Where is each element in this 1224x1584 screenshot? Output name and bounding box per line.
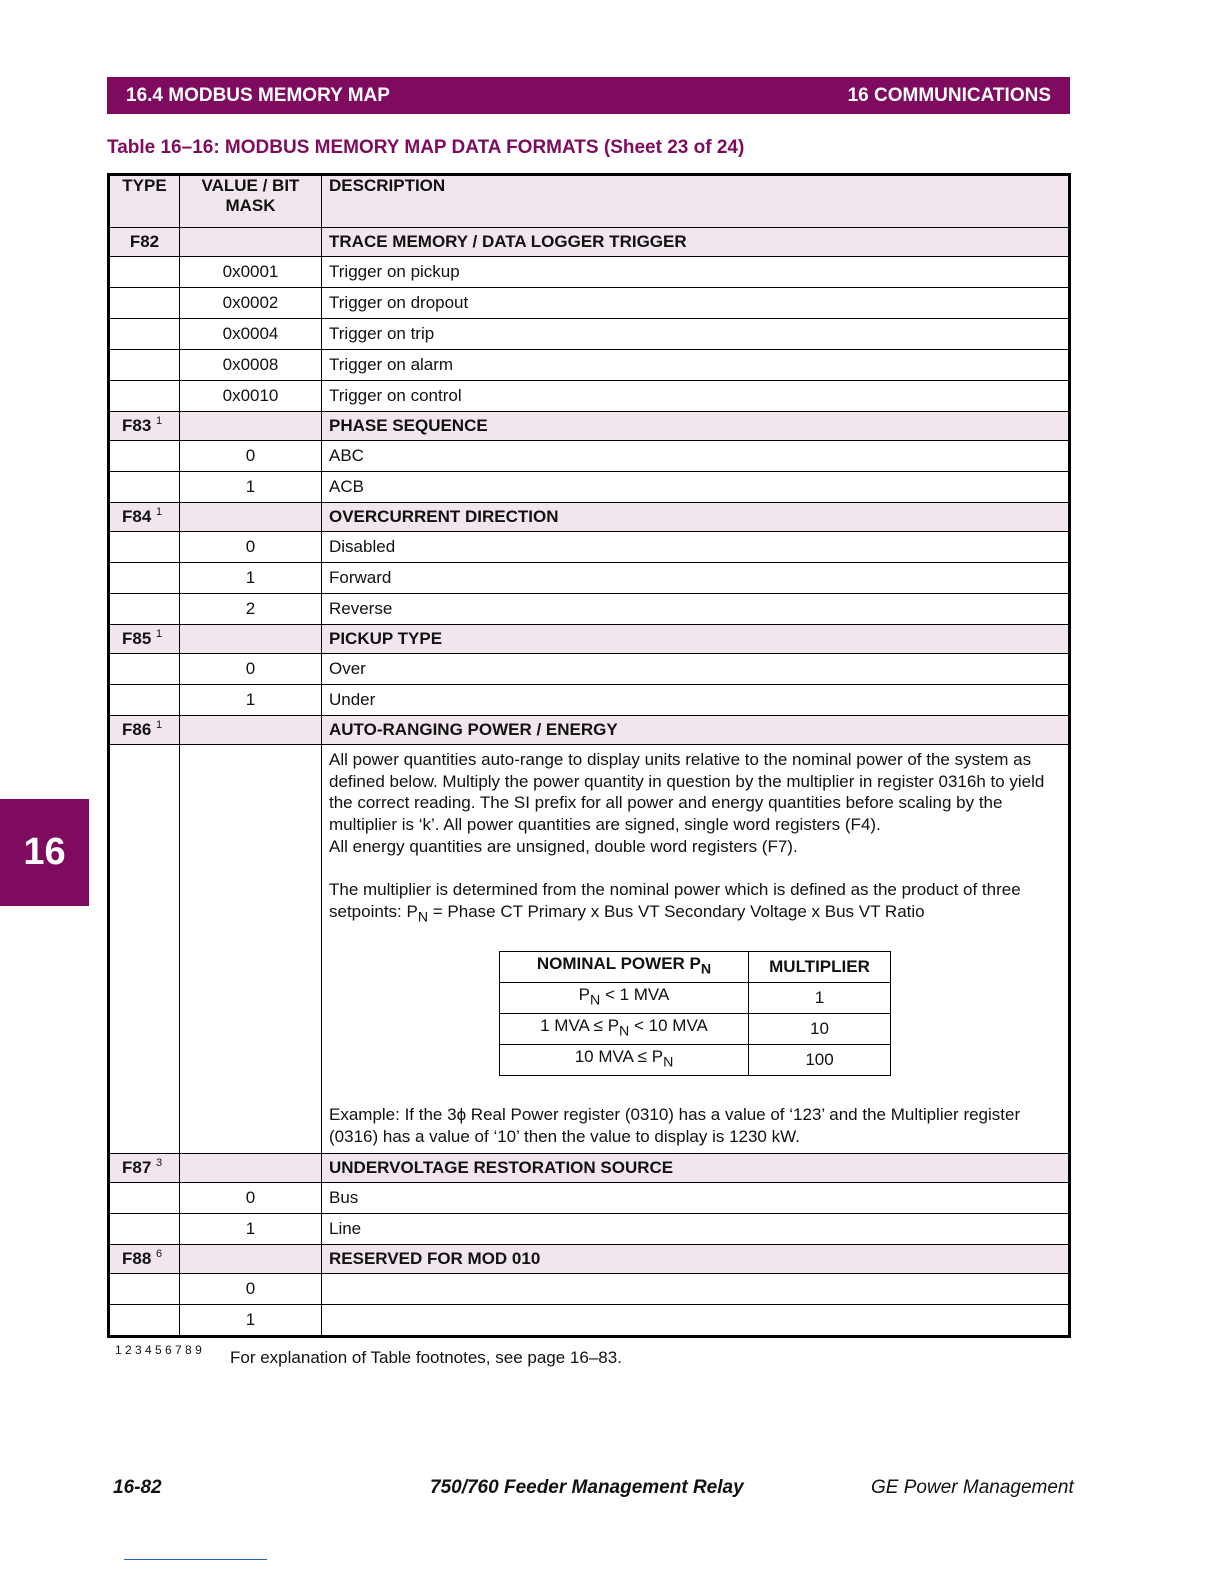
group-title: UNDERVOLTAGE RESTORATION SOURCE xyxy=(322,1154,1070,1183)
type-cell: F85 $^1$ xyxy=(109,625,180,654)
col-type-header: TYPE xyxy=(109,175,180,228)
chapter-tab[interactable]: 16 xyxy=(0,799,89,906)
desc-cell: Reverse xyxy=(322,594,1070,625)
desc-cell: ABC xyxy=(322,441,1070,472)
group-title: TRACE MEMORY / DATA LOGGER TRIGGER xyxy=(322,228,1070,257)
table-row xyxy=(109,472,1070,503)
f86-para3: The multiplier is determined from the nominal power which is defined as the product of three setpoints: $P_N$ = Phase CT Primary x Bus VT Secondary Voltage x Bus VT Ratio xyxy=(329,880,1021,926)
desc-cell: Trigger on trip xyxy=(322,319,1070,350)
inner-header-multiplier: MULTIPLIER xyxy=(749,952,891,983)
type-cell: F88 $^6$ xyxy=(109,1245,180,1274)
page-number: 16-82 xyxy=(113,1477,162,1498)
group-title: AUTO-RANGING POWER / ENERGY xyxy=(322,716,1070,745)
table-row xyxy=(109,654,1070,685)
footnote-marks: 1 2 3 4 5 6 7 8 9 xyxy=(115,1343,202,1357)
value-cell: 0x0008 xyxy=(180,350,322,381)
inner-header-nominal: NOMINAL POWER $P_N$ xyxy=(500,952,749,983)
desc-cell: Over xyxy=(322,654,1070,685)
footnote-ref: 3 xyxy=(156,1157,163,1170)
desc-cell xyxy=(322,1305,1070,1337)
table-row xyxy=(109,381,1070,412)
type-cell: F84 $^1$ xyxy=(109,503,180,532)
value-cell: 1 xyxy=(180,685,322,716)
inner-cell: 100 xyxy=(749,1045,891,1076)
value-cell: 0 xyxy=(180,532,322,563)
header-section: 16.4 MODBUS MEMORY MAP xyxy=(126,84,390,106)
desc-cell: Trigger on alarm xyxy=(322,350,1070,381)
value-cell: 0x0001 xyxy=(180,257,322,288)
desc-cell: Disabled xyxy=(322,532,1070,563)
desc-cell: Bus xyxy=(322,1183,1070,1214)
value-cell: 0 xyxy=(180,441,322,472)
product-name: 750/760 Feeder Management Relay xyxy=(430,1477,744,1498)
desc-cell: Line xyxy=(322,1214,1070,1245)
inner-cell: 10 MVA ≤ $P_N$ xyxy=(500,1045,749,1076)
value-cell: 1 xyxy=(180,563,322,594)
group-row-f84 xyxy=(109,503,1070,532)
group-row-f85 xyxy=(109,625,1070,654)
data-formats-table xyxy=(107,173,1071,1338)
group-row-f82 xyxy=(109,228,1070,257)
header-chapter: 16 COMMUNICATIONS xyxy=(847,84,1051,106)
desc-cell: Trigger on control xyxy=(322,381,1070,412)
f86-para1: All power quantities auto-range to display units relative to the nominal power of the system as defined below. Multiply the power quantity in question by the multiplier in register 0316h to yield the correct reading. The SI prefix for all power and energy quantities before scaling by the multiplier is ‘k’. All power quantities are signed, single word registers (F4). xyxy=(329,750,1045,835)
footer-link-line xyxy=(124,1559,267,1560)
desc-cell: Trigger on dropout xyxy=(322,288,1070,319)
inner-cell: 1 MVA ≤ $P_N < 10$ MVA xyxy=(500,1014,749,1045)
table-row xyxy=(109,745,1070,1154)
desc-cell: ACB xyxy=(322,472,1070,503)
group-row-f86 xyxy=(109,716,1070,745)
page-header xyxy=(107,77,1070,114)
footnote-ref: 1 xyxy=(156,415,163,427)
desc-cell xyxy=(322,1274,1070,1305)
table-row xyxy=(109,685,1070,716)
table-row xyxy=(109,441,1070,472)
value-cell: 0 xyxy=(180,654,322,685)
type-cell: F86 $^1$ xyxy=(109,716,180,745)
table-row xyxy=(109,563,1070,594)
value-cell: 2 xyxy=(180,594,322,625)
table-title: Table 16–16: MODBUS MEMORY MAP DATA FORMATS (Sheet 23 of 24) xyxy=(107,137,745,158)
group-row-f83 xyxy=(109,412,1070,441)
footnote-ref: 1 xyxy=(156,628,163,640)
value-cell: 1 xyxy=(180,472,322,503)
value-cell: 0 xyxy=(180,1183,322,1214)
type-cell: F87 $^3$ xyxy=(109,1154,180,1183)
f86-description xyxy=(322,745,1070,1154)
value-cell: 0x0010 xyxy=(180,381,322,412)
table-row xyxy=(109,1274,1070,1305)
inner-cell: 10 xyxy=(749,1014,891,1045)
table-row xyxy=(109,319,1070,350)
value-cell: 0x0002 xyxy=(180,288,322,319)
table-row xyxy=(109,1305,1070,1337)
footnote-text: For explanation of Table footnotes, see page 16–83. xyxy=(230,1348,622,1367)
desc-cell: Trigger on pickup xyxy=(322,257,1070,288)
table-row xyxy=(109,594,1070,625)
type-cell: F82 xyxy=(109,228,180,257)
value-cell: 1 xyxy=(180,1305,322,1337)
desc-cell: Forward xyxy=(322,563,1070,594)
inner-cell: 1 xyxy=(749,983,891,1014)
group-title: PHASE SEQUENCE xyxy=(322,412,1070,441)
f86-para2: All energy quantities are unsigned, double word registers (F7). xyxy=(329,836,798,856)
footnote-ref: 6 xyxy=(156,1248,163,1261)
value-cell: 0x0004 xyxy=(180,319,322,350)
table-header-row xyxy=(109,175,1070,228)
group-row-f87 xyxy=(109,1154,1070,1183)
footnote-ref: 1 xyxy=(156,506,163,518)
table-row xyxy=(109,350,1070,381)
col-desc-header: DESCRIPTION xyxy=(322,175,1070,228)
value-cell: 1 xyxy=(180,1214,322,1245)
f86-example: Example: If the 3ϕ Real Power register (0310) has a value of ‘123’ and the Multiplier register (0316) has a value of ‘10’ then the value to display is 1230 kW. xyxy=(329,1105,1021,1146)
table-row xyxy=(109,1183,1070,1214)
desc-cell: Under xyxy=(322,685,1070,716)
multiplier-table xyxy=(499,951,891,1076)
group-title: RESERVED FOR MOD 010 xyxy=(322,1245,1070,1274)
company-name: GE Power Management xyxy=(871,1477,1074,1498)
footnote-ref: 1 xyxy=(156,719,163,731)
inner-cell: $P_N < 1$ MVA xyxy=(500,983,749,1014)
table-row xyxy=(109,1214,1070,1245)
value-cell: 0 xyxy=(180,1274,322,1305)
type-cell: F83 $^1$ xyxy=(109,412,180,441)
col-value-header: VALUE / BIT MASK xyxy=(180,175,322,228)
table-row xyxy=(109,257,1070,288)
table-row xyxy=(109,288,1070,319)
group-title: PICKUP TYPE xyxy=(322,625,1070,654)
group-row-f88 xyxy=(109,1245,1070,1274)
table-row xyxy=(109,532,1070,563)
group-title: OVERCURRENT DIRECTION xyxy=(322,503,1070,532)
